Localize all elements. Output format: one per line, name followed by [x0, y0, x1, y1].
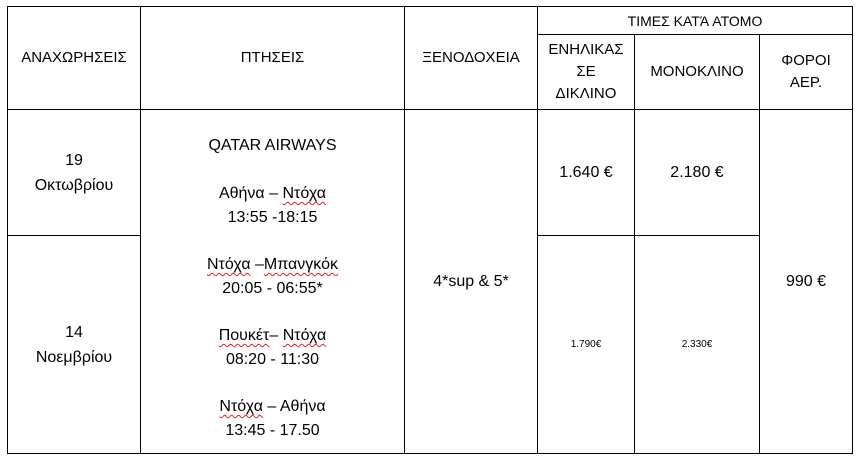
route-from-2: Ντόχα	[207, 256, 251, 273]
flight-time-4: 13:45 - 17.50	[225, 422, 320, 439]
departure-date-1	[8, 110, 141, 236]
flights-cell	[141, 110, 405, 454]
price-adult-double-2: 1.790€	[538, 236, 635, 454]
flight-route-4	[141, 395, 404, 419]
airline-name: QATAR AIRWAYS	[208, 137, 337, 154]
header-airport-taxes	[760, 35, 853, 110]
header-adult-double	[538, 35, 635, 110]
flight-route-3	[141, 324, 404, 348]
departure-day-1: 19	[65, 151, 83, 169]
route-to-2: Μπανγκόκ	[263, 256, 338, 273]
flight-route-2	[141, 253, 404, 277]
route-sep-3: –	[269, 327, 283, 344]
price-adult-double-1: 1.640 €	[538, 110, 635, 236]
flight-route-1	[141, 182, 404, 206]
route-sep-2: –	[250, 256, 264, 273]
route-from-4: Ντόχα	[219, 398, 263, 415]
departure-month-2: Νοεμβρίου	[35, 348, 113, 366]
header-departures: ΑΝΑΧΩΡΗΣΕΙΣ	[8, 7, 141, 110]
header-adult-double-line2: ΣΕ	[576, 63, 596, 80]
route-from-3: Πουκέτ	[218, 327, 270, 344]
hotels-cell: 4*sup & 5*	[405, 110, 538, 454]
flight-segment-2	[141, 253, 404, 301]
route-to-1: Ντόχα	[282, 185, 327, 202]
header-hotels: ΞΕΝΟΔΟΧΕΙΑ	[405, 7, 538, 110]
flight-segment-4	[141, 395, 404, 443]
header-adult-double-line3: ΔΙΚΛΙΝΟ	[555, 85, 617, 102]
flight-time-1: 13:55 -18:15	[227, 209, 318, 226]
price-single-2: 2.330€	[635, 236, 760, 454]
header-adult-double-line1: ΕΝΗΛΙΚΑΣ	[548, 41, 624, 58]
flight-time-3: 08:20 - 11:30	[225, 351, 320, 368]
departure-month-1: Οκτωβρίου	[34, 176, 114, 194]
price-single-1: 2.180 €	[635, 110, 760, 236]
route-to-3: Ντόχα	[282, 327, 327, 344]
route-to-4: Αθήνα	[279, 398, 326, 415]
route-sep-1: –	[264, 185, 283, 202]
departure-day-2: 14	[65, 323, 83, 341]
header-flights: ΠΤΗΣΕΙΣ	[141, 7, 405, 110]
header-airport-taxes-line1: ΦΟΡΟΙ	[781, 52, 831, 69]
route-sep-4: –	[262, 398, 280, 415]
header-airport-taxes-line2: ΑΕΡ.	[789, 74, 823, 91]
departure-date-2	[8, 236, 141, 454]
flight-time-2: 20:05 - 06:55*	[222, 280, 323, 297]
header-prices-per-person: ΤΙΜΕΣ ΚΑΤΆ ΑΤΟΜΟ	[538, 7, 853, 35]
flight-segment-1	[141, 182, 404, 230]
route-from-1: Αθήνα	[218, 185, 265, 202]
flight-segment-3	[141, 324, 404, 372]
header-single: ΜΟΝΟΚΛΙΝΟ	[635, 35, 760, 110]
airport-taxes-cell: 990 €	[760, 110, 853, 454]
price-table	[7, 6, 853, 454]
